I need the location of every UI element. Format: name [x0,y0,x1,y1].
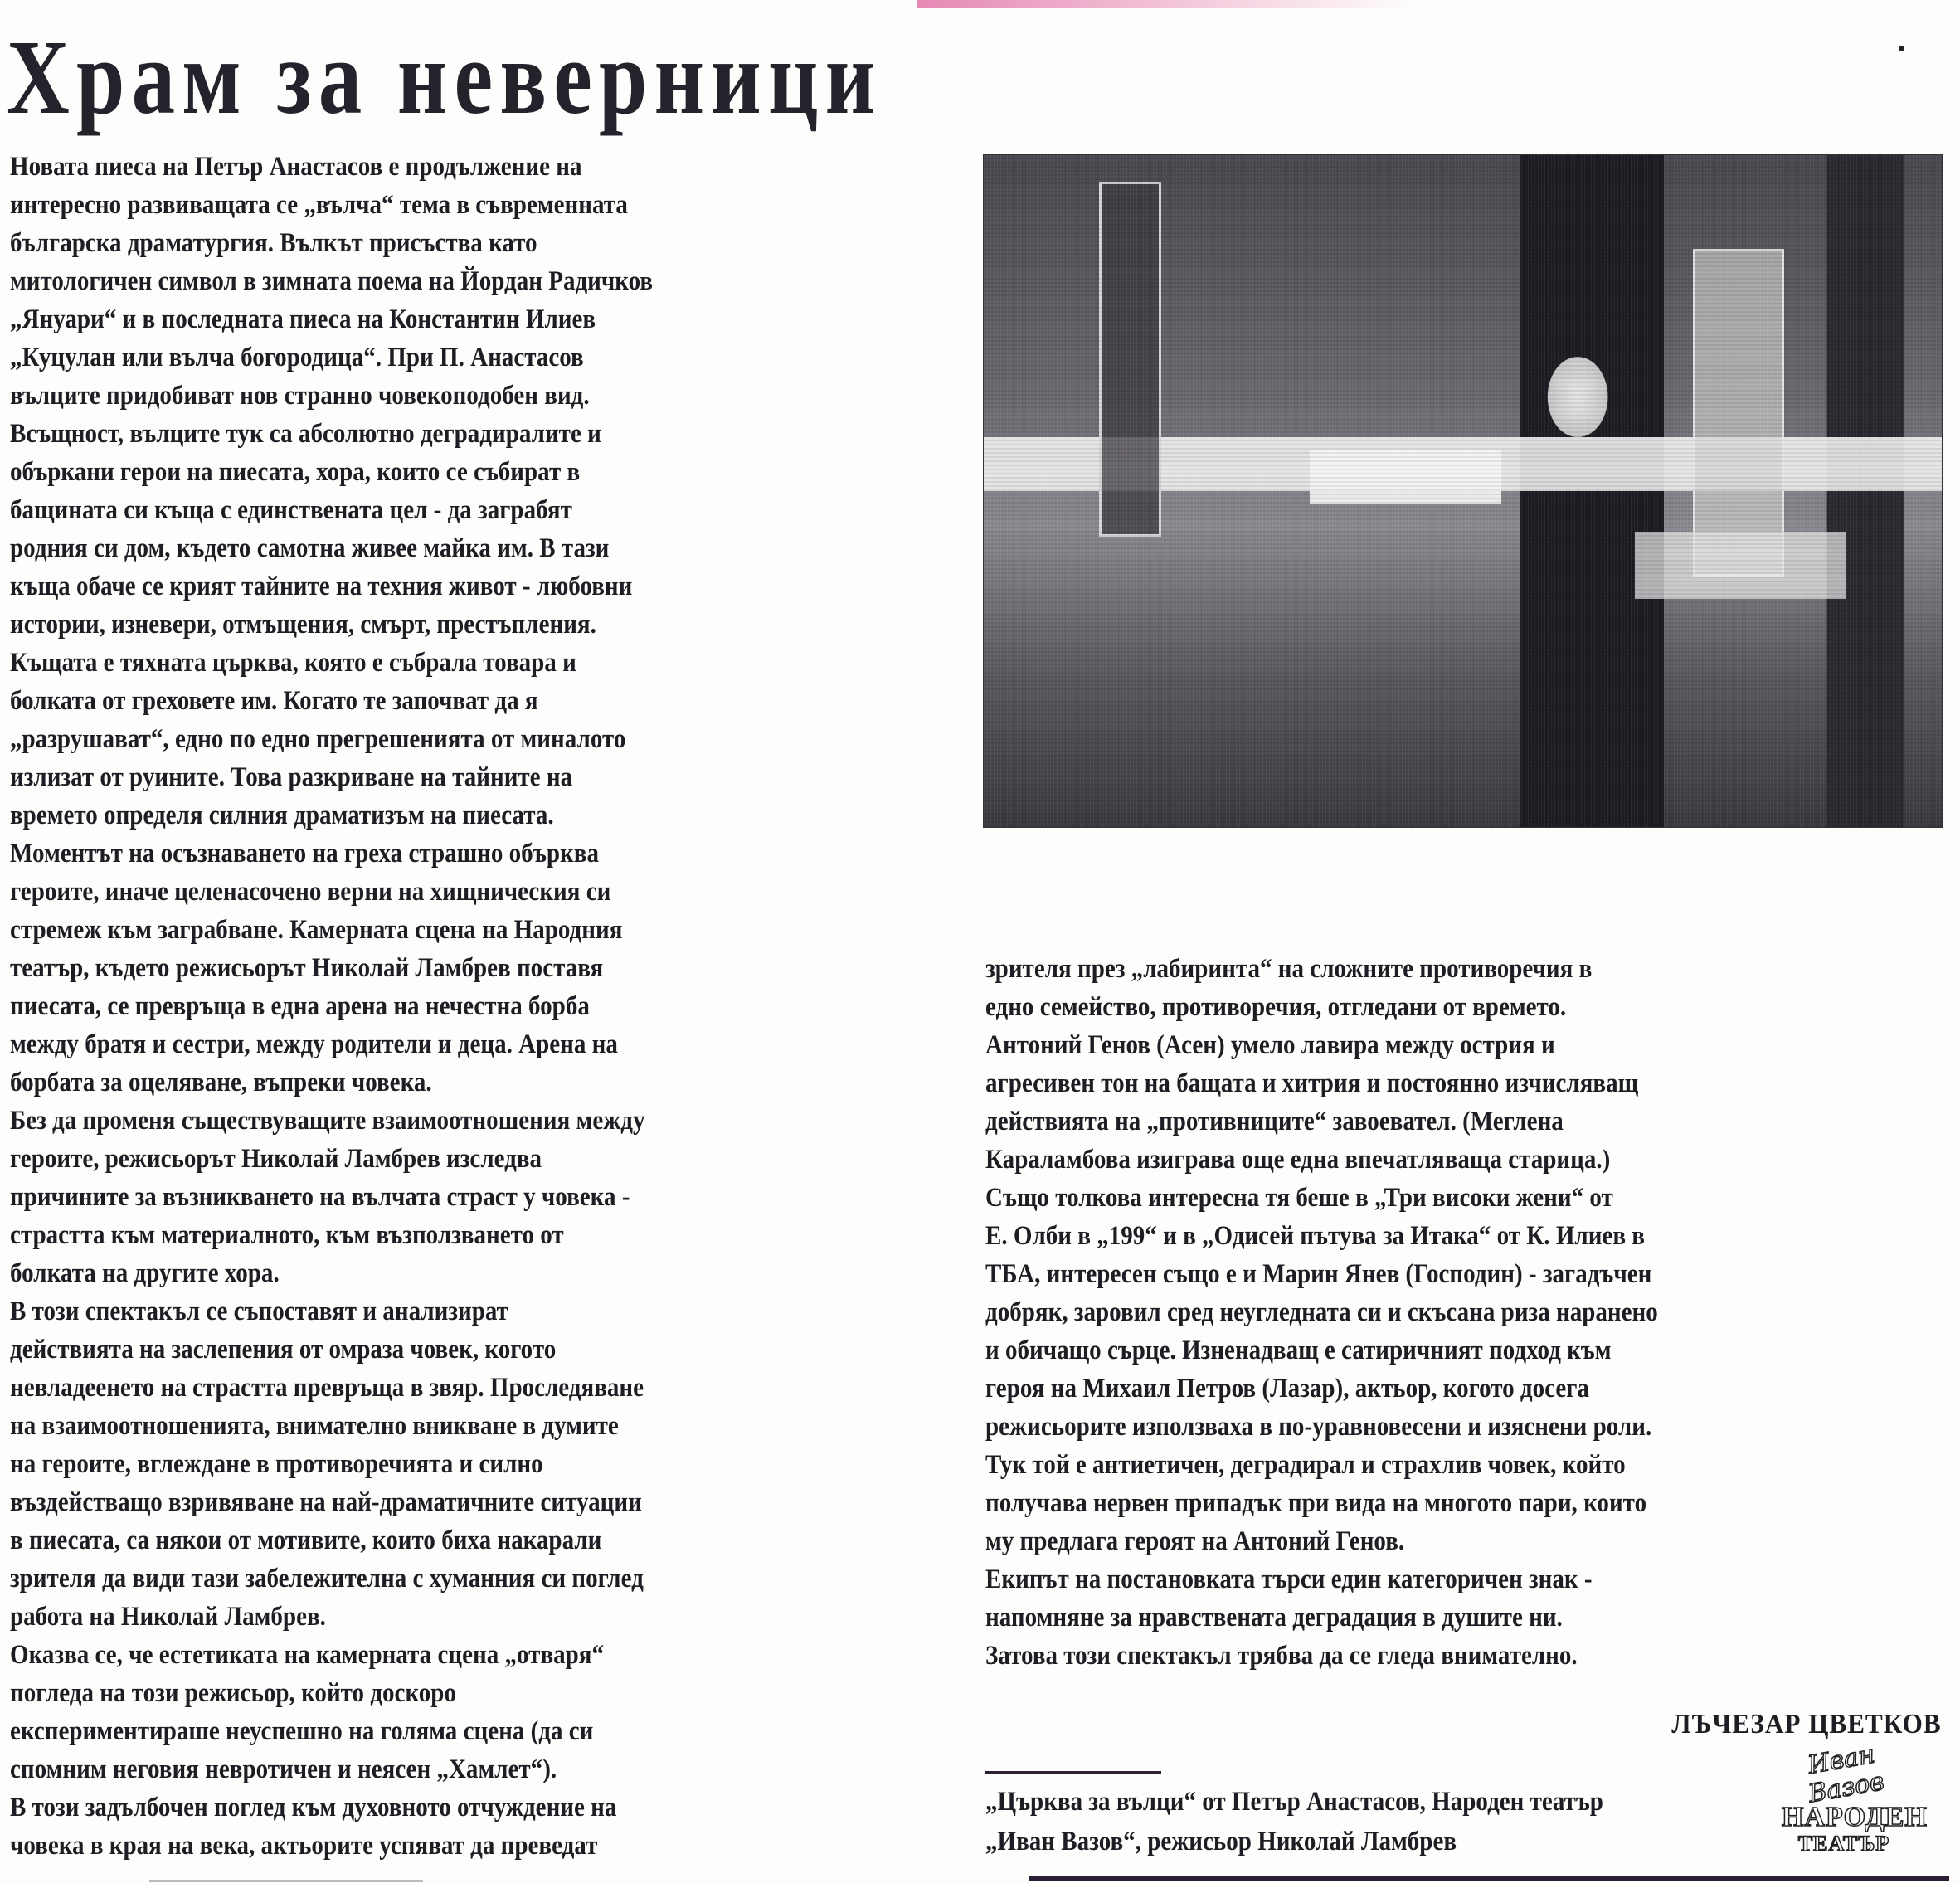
article-text-line: митологичен символ в зимната поема на Йордан Радичков [10,266,654,296]
article-text-line: театър, където режисьорът Николай Ламбрев поставя [10,953,604,983]
article-text-line: борбата за оцеляване, въпреки човека. [10,1068,432,1097]
article-text-line: героите, иначе целенасочено верни на хищническия си [10,877,611,907]
article-text-line: времето определя силния драматизъм на пиесата. [10,800,554,830]
article-text-line: човека в края на века, актьорите успяват да преведат [10,1831,598,1861]
article-text-line: Оказва се, че естетиката на камерната сцена „отваря“ [10,1640,605,1670]
article-text-line: Затова този спектакъл трябва да се гледа внимателно. [985,1641,1578,1671]
production-footnote [985,1782,1688,1861]
article-text-line: вълците придобиват нов странно човекоподобен вид. [10,381,590,411]
article-text-line: действията на заслепения от омраза човек, когото [10,1335,557,1365]
article-text-line: режисьорите използваха в по-уравновесени и изяснени роли. [985,1412,1652,1442]
article-text-line: Екипът на постановката търси един категоричен знак - [985,1564,1593,1594]
article-text-line: къща обаче се крият тайните на техния живот - любовни [10,572,633,601]
page-bottom-rule [1029,1876,1949,1881]
scan-ink-mark [917,0,1414,8]
article-text-line: бащината си къща с единствената цел - да заграбят [10,495,572,525]
page-bottom-faint-rule [149,1880,423,1882]
article-text-line: Моментът на осъзнаването на греха страшно обърква [10,839,599,869]
article-text-line: страстта към материалното, към възползването от [10,1220,564,1250]
article-text-line: стремеж към заграбване. Камерната сцена на Народния [10,915,623,945]
article-text-line: Е. Олби в „199“ и в „Одисей пътува за Итака“ от К. Илиев в [985,1221,1645,1251]
article-text-line: Къщата е тяхната църква, която е събрала товара и [10,648,576,678]
article-text-line: болката от греховете им. Когато те започват да я [10,686,538,716]
article-text-line: истории, изневери, отмъщения, смърт, престъпления. [10,610,596,640]
article-text-line: му предлага героят на Антоний Генов. [985,1526,1405,1556]
article-text-line: В този задълбочен поглед към духовното отчуждение на [10,1793,617,1822]
article-text-line: „разрушават“, едно по едно прегрешенията от миналото [10,724,626,754]
logo-line-narodni: НАРОДЕН [1782,1802,1928,1832]
stage-photo [983,154,1943,828]
article-text-line: на героите, вглеждане в противоречията и силно [10,1449,543,1479]
article-text-line: причините за възникването на вълчата страст у човека - [10,1182,630,1212]
article-text-line: невладеенето на страстта превръща в звяр. Проследяване [10,1373,644,1403]
article-text-line: погледа на този режисьор, който доскоро [10,1678,456,1708]
article-text-line: на взаимоотношенията, внимателно вникване в думите [10,1411,619,1441]
article-text-line: ТБА, интересен също е и Марин Янев (Господин) - загадъчен [985,1259,1652,1289]
article-text-line: експериментираше неуспешно на голяма сцена (да си [10,1716,594,1746]
article-text-line: Също толкова интересна тя беше в „Три високи жени“ от [985,1183,1613,1213]
footnote-line: „Иван Вазов“, режисьор Николай Ламбрев [985,1827,1457,1856]
article-text-line: получава нервен припадък при вида на многото пари, които [985,1488,1647,1518]
logo-script-signature: Иван Вазов [1805,1739,1887,1809]
article-text-line: Всъщност, вълците тук са абсолютно деградиралите и [10,419,601,449]
footnote-divider [985,1771,1161,1774]
article-text-line: действията на „противниците“ завоевател. (Меглена [985,1107,1564,1136]
article-text-line: В този спектакъл се съпоставят и анализират [10,1297,508,1326]
article-text-line: героя на Михаил Петров (Лазар), актьор, когото досега [985,1374,1589,1404]
article-headline: Храм за неверници [7,18,883,136]
article-text-line: объркани герои на пиесата, хора, които се събират в [10,457,581,487]
right-column [985,950,1939,1675]
photo-grain [984,155,1942,827]
article-text-line: зрителя да види тази забележителна с хуманния си поглед [10,1564,644,1593]
article-text-line: интересно развиващата се „вълча“ тема в съвременната [10,190,628,220]
article-text-line: Новата пиеса на Петър Анастасов е продължение на [10,152,582,182]
article-text-line: Тук той е антиетичен, деградирал и страхлив човек, който [985,1450,1626,1480]
article-text-line: пиесата, се превръща в една арена на нечестна борба [10,991,590,1021]
article-text-line: напомняне за нравствената деградация в душите ни. [985,1603,1563,1632]
article-text-line: излизат от руините. Това разкриване на тайните на [10,762,573,792]
left-column [10,148,947,1865]
article-text-line: Антоний Генов (Асен) умело лавира между острия и [985,1030,1555,1060]
article-text-line: добряк, заровил сред неугледната си и скъсана риза наранено [985,1297,1658,1327]
article-text-line: спомним неговия невротичен и неясен „Хамлет“). [10,1754,557,1784]
article-text-line: въздействащо взривяване на най-драматичните ситуации [10,1487,642,1517]
article-text-line: „Куцулан или вълча богородица“. При П. Анастасов [10,343,584,372]
article-text-line: Без да променя съществуващите взаимоотношения между [10,1106,645,1136]
footnote-line: „Църква за вълци“ от Петър Анастасов, Народен театър [985,1787,1603,1817]
article-text-line: между братя и сестри, между родители и деца. Арена на [10,1029,618,1059]
author-byline: ЛЪЧЕЗАР ЦВЕТКОВ [1671,1709,1942,1739]
logo-line-teatar: ТЕАТЪР [1797,1832,1890,1856]
article-text-line: родния си дом, където самотна живее майка им. В тази [10,533,610,563]
article-text-line: болката на другите хора. [10,1258,280,1288]
article-text-line: и обичащо сърце. Изненадващ е сатиричният подход към [985,1336,1612,1365]
article-text-line: Караламбова изиграва още една впечатляваща старица.) [985,1145,1611,1175]
article-text-line: в пиесата, са някои от мотивите, които биха накарали [10,1525,602,1555]
article-text-line: героите, режисьорът Николай Ламбрев изследва [10,1144,542,1174]
article-text-line: „Януари“ и в последната пиеса на Константин Илиев [10,304,596,334]
article-text-line: българска драматургия. Вълкът присъства като [10,228,537,258]
scan-speck [1899,46,1904,51]
article-text-line: агресивен тон на бащата и хитрия и постоянно изчисляващ [985,1068,1639,1098]
national-theatre-logo [1782,1739,1928,1856]
article-text-line: работа на Николай Ламбрев. [10,1602,326,1632]
article-text-line: едно семейство, противоречия, отгледани от времето. [985,992,1567,1022]
article-text-line: зрителя през „лабиринта“ на сложните противоречия в [985,954,1593,984]
